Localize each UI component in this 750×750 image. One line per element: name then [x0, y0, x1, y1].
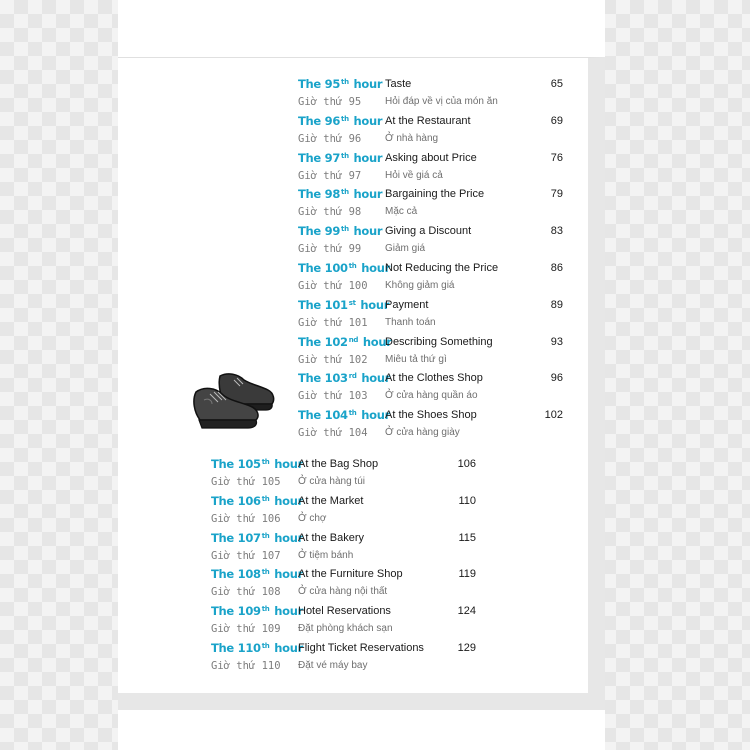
page-number: 93	[550, 335, 563, 348]
page-number: 119	[458, 568, 476, 581]
lesson-title: At the Market	[298, 494, 364, 507]
lesson-title-vi: Ở nhà hàng	[385, 132, 439, 144]
lesson-title-vi: Mặc cả	[385, 206, 418, 218]
lesson-title: Payment	[385, 298, 429, 311]
lesson-title: Asking about Price	[385, 151, 477, 164]
hour-label: The 106th hour	[211, 493, 303, 508]
lesson-title: At the Bag Shop	[298, 458, 379, 470]
lesson-title-vi: Đặt vé máy bay	[298, 659, 368, 671]
hour-label: The 97th hour	[298, 150, 383, 165]
lesson-title: Flight Ticket Reservations	[298, 641, 424, 654]
lesson-title-vi: Ở tiệm bánh	[298, 549, 354, 561]
hour-label-vi: Giờ thứ 96	[298, 132, 362, 145]
hour-label: The 96th hour	[298, 113, 383, 128]
hour-label-vi: Giờ thứ 101	[298, 316, 368, 329]
lesson-title: Bargaining the Price	[385, 188, 485, 201]
hour-label-vi: Giờ thứ 97	[298, 169, 362, 182]
hour-label: The 101st hour	[298, 297, 390, 312]
page-number: 69	[550, 114, 563, 127]
lesson-title: At the Furniture Shop	[298, 568, 403, 581]
page-number: 115	[458, 531, 476, 544]
hour-label-vi: Giờ thứ 107	[211, 549, 281, 562]
hour-label-vi: Giờ thứ 98	[298, 206, 362, 219]
hour-label: The 108th hour	[211, 567, 303, 582]
lesson-title-vi: Ở cửa hàng nội thất	[298, 586, 388, 598]
lesson-title-vi: Ở cửa hàng quần áo	[385, 390, 478, 402]
lesson-title: Describing Something	[385, 335, 493, 348]
hour-label-vi: Giờ thứ 109	[211, 623, 281, 636]
lesson-title: At the Bakery	[298, 531, 365, 544]
hour-label: The 102nd hour	[298, 334, 392, 349]
hour-label-vi: Giờ thứ 100	[298, 279, 368, 292]
hour-label: The 98th hour	[298, 187, 383, 202]
hour-label: The 95th hour	[298, 77, 383, 91]
hour-label-vi: Giờ thứ 102	[298, 353, 368, 366]
hour-label-vi: Giờ thứ 110	[211, 659, 281, 672]
page-number: 110	[458, 494, 476, 507]
hour-label-vi: Giờ thứ 105	[211, 476, 281, 488]
hour-label: The 100th hour	[298, 260, 390, 275]
hour-label-vi: Giờ thứ 103	[298, 390, 368, 403]
hour-label: The 104th hour	[298, 408, 390, 423]
lesson-title-vi: Đặt phòng khách sạn	[298, 623, 393, 635]
lesson-title-vi: Không giảm giá	[385, 279, 455, 291]
page-number: 96	[550, 372, 563, 385]
page-number: 65	[550, 78, 563, 90]
lesson-title-vi: Giảm giá	[385, 243, 426, 255]
page-number: 124	[457, 605, 476, 618]
hour-label-vi: Giờ thứ 99	[298, 243, 362, 256]
page-number: 102	[544, 409, 563, 422]
lesson-title: At the Clothes Shop	[385, 372, 483, 385]
lesson-title: Hotel Reservations	[298, 605, 391, 618]
page-number: 76	[550, 151, 563, 164]
lesson-title: At the Restaurant	[385, 114, 471, 127]
hour-label-vi: Giờ thứ 104	[298, 427, 368, 440]
lesson-title-vi: Hỏi về giá cả	[385, 169, 443, 181]
page-number: 89	[550, 298, 563, 311]
shoes-icon	[190, 370, 276, 434]
page-number: 79	[550, 188, 563, 201]
lesson-title: Giving a Discount	[385, 225, 472, 238]
lesson-title-vi: Thanh toán	[385, 316, 436, 328]
lesson-title-vi: Ở cửa hàng giày	[385, 427, 460, 439]
hour-label: The 109th hour	[211, 604, 303, 619]
lesson-title: Not Reducing the Price	[385, 261, 499, 274]
hour-label-vi: Giờ thứ 95	[298, 96, 362, 108]
page-number: 86	[550, 261, 563, 274]
hour-label: The 107th hour	[211, 530, 303, 545]
hour-label-vi: Giờ thứ 108	[211, 586, 281, 599]
lesson-title: At the Shoes Shop	[385, 409, 477, 422]
hour-label: The 105th hour	[211, 457, 303, 471]
page-number: 106	[457, 458, 476, 470]
hour-label-vi: Giờ thứ 106	[211, 512, 281, 525]
hour-label: The 103rd hour	[298, 371, 391, 386]
lesson-title-vi: Ở cửa hàng túi	[298, 476, 365, 487]
lesson-title-vi: Ở chợ	[298, 512, 327, 524]
lesson-title: Taste	[385, 78, 412, 90]
page-number: 83	[550, 225, 563, 238]
page-number: 129	[457, 641, 476, 654]
hour-label: The 99th hour	[298, 224, 383, 239]
lesson-title-vi: Miêu tả thứ gì	[385, 353, 447, 365]
lesson-title-vi: Hỏi đáp về vị của món ăn	[385, 96, 498, 107]
hour-label: The 110th hour	[211, 640, 303, 655]
